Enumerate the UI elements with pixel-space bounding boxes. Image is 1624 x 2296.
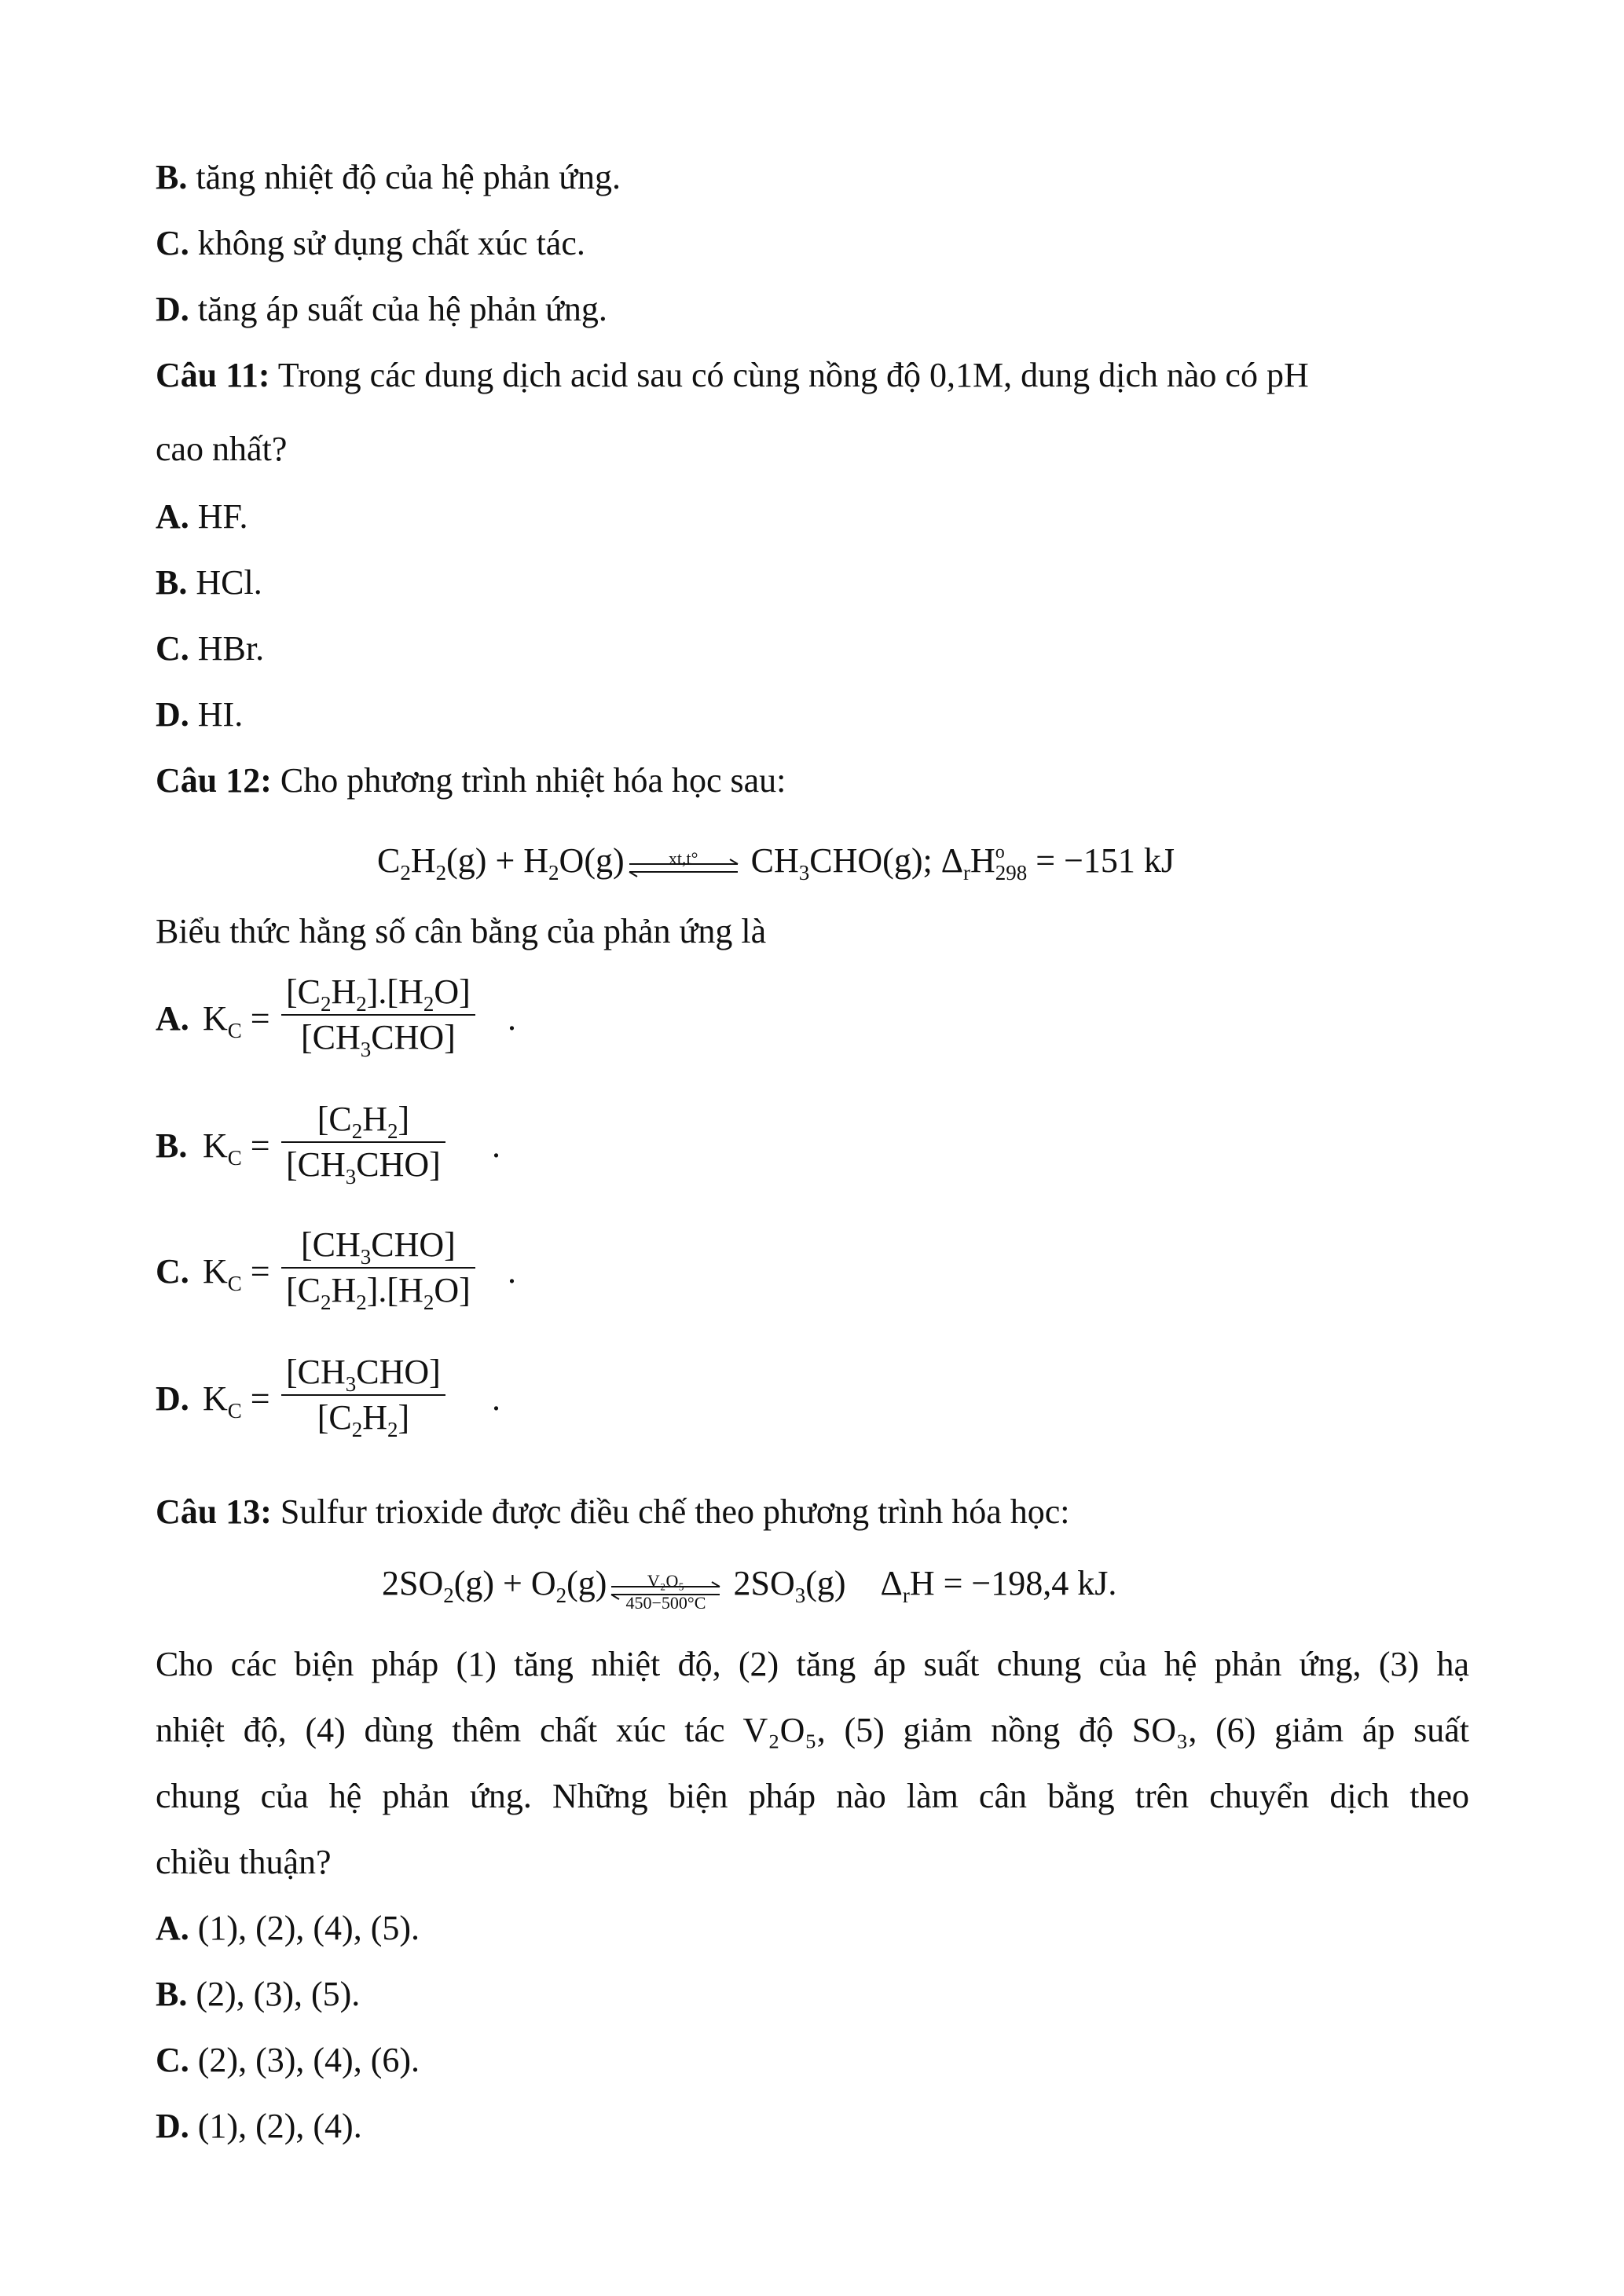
option-label: A. [156,1909,189,1947]
option-text: (2), (3), (5). [187,1975,361,2013]
question-label: Câu 12: [156,761,272,800]
option-text: (1), (2), (4), (5). [189,1909,420,1947]
option-label: A. [156,497,189,536]
q11-stem-cont: cao nhất? [156,430,288,468]
option-label: D. [156,290,189,328]
q13-paragraph-line-3: chung của hệ phản ứng. Những biện pháp nào làm cân bằng trên chuyển dịch theo [156,1777,1469,1815]
q13-option-b [156,1974,360,2015]
q12-option-b: B. $K_C$ = $[C_2H_2]$ $[CH_3CHO]$ . [156,1097,784,1199]
q12-option-d: D. $K_C$ = $[CH_3CHO]$ $[C_2H_2]$ . [156,1350,784,1452]
q11-stem [156,355,1309,396]
fraction: $[C_2H_2].[H_2O]$ $[CH_3CHO]$ [281,970,475,1060]
q10-option-d [156,289,607,330]
q12-stem [156,760,786,801]
q12-option-c: C. $K_C$ = $[CH_3CHO]$ $[C_2H_2].[H_2O]$ . [156,1223,784,1325]
q11-option-c [156,628,264,669]
q11-option-b [156,562,262,603]
option-label: C. [156,2041,189,2079]
q13-option-a [156,1908,420,1949]
q13-option-c [156,2040,420,2081]
q13-option-d [156,2106,362,2147]
equilibrium-arrow: V₂O₅ 450−500°C [607,1566,724,1607]
option-label: C. [156,629,189,668]
option-text: HBr. [189,629,265,668]
q12-prompt: Biểu thức hằng số cân bằng của phản ứng là [156,912,767,950]
question-text: Sulfur trioxide được điều chế theo phương trình hóa học: [271,1492,1070,1531]
q13-reaction-equation: $2SO_2(g) + O_2(g)$ V₂O₅ 450−500°C $2SO_3(g)$ $\Delta_rH = -198,4$ kJ. [382,1564,1117,1613]
q13-paragraph-line-4: chiều thuận? [156,1843,332,1881]
fraction: $[CH_3CHO]$ $[C_2H_2].[H_2O]$ [281,1223,475,1313]
q13-stem [156,1492,1069,1532]
q10-option-c [156,223,585,264]
fraction: $[CH_3CHO]$ $[C_2H_2]$ [281,1350,445,1440]
fraction: $[C_2H_2]$ $[CH_3CHO]$ [281,1097,445,1187]
q13-paragraph-line-1: Cho các biện pháp (1) tăng nhiệt độ, (2) tăng áp suất chung của hệ phản ứng, (3) hạ [156,1645,1469,1683]
q10-option-b [156,157,621,198]
question-text: Cho phương trình nhiệt hóa học sau: [271,761,786,800]
option-text: (2), (3), (4), (6). [189,2041,420,2079]
option-label: B. [156,563,188,602]
option-text: tăng nhiệt độ của hệ phản ứng. [187,158,621,196]
option-text: tăng áp suất của hệ phản ứng. [189,290,607,328]
question-text: Trong các dung dịch acid sau có cùng nồng độ 0,1M, dung dịch nào có pH [269,356,1309,394]
option-label: D. [156,2107,189,2145]
q12-thermochemical-equation: $C_2H_2(g) + H_2O(g)$ xt,t° $CH_3CHO(g)$; $\Delta_rH^o_{298} = -151$ kJ [377,841,1175,884]
option-text: HCl. [187,563,262,602]
option-label: B. [156,1975,188,2013]
option-label: D. [156,695,189,734]
question-label: Câu 11: [156,356,270,394]
option-text: (1), (2), (4). [189,2107,362,2145]
enthalpy-value: −151 kJ [1064,841,1175,880]
option-text: HF. [189,497,248,536]
option-text: không sử dụng chất xúc tác. [189,224,585,262]
enthalpy-value: −198,4 kJ [971,1564,1109,1602]
q13-paragraph-line-2: nhiệt độ, (4) dùng thêm chất xúc tác V₂O₅, (5) giảm nồng độ SO₃, (6) giảm áp suất [156,1711,1469,1749]
option-label: B. [156,158,188,196]
equilibrium-arrow: xt,t° [625,844,742,884]
q11-option-a [156,496,248,537]
q12-option-a: A. $K_C$ = $[C_2H_2].[H_2O]$ $[CH_3CHO]$ . [156,970,784,1072]
question-label: Câu 13: [156,1492,272,1531]
q11-option-d [156,694,243,735]
option-text: HI. [189,695,244,734]
option-label: C. [156,224,189,262]
